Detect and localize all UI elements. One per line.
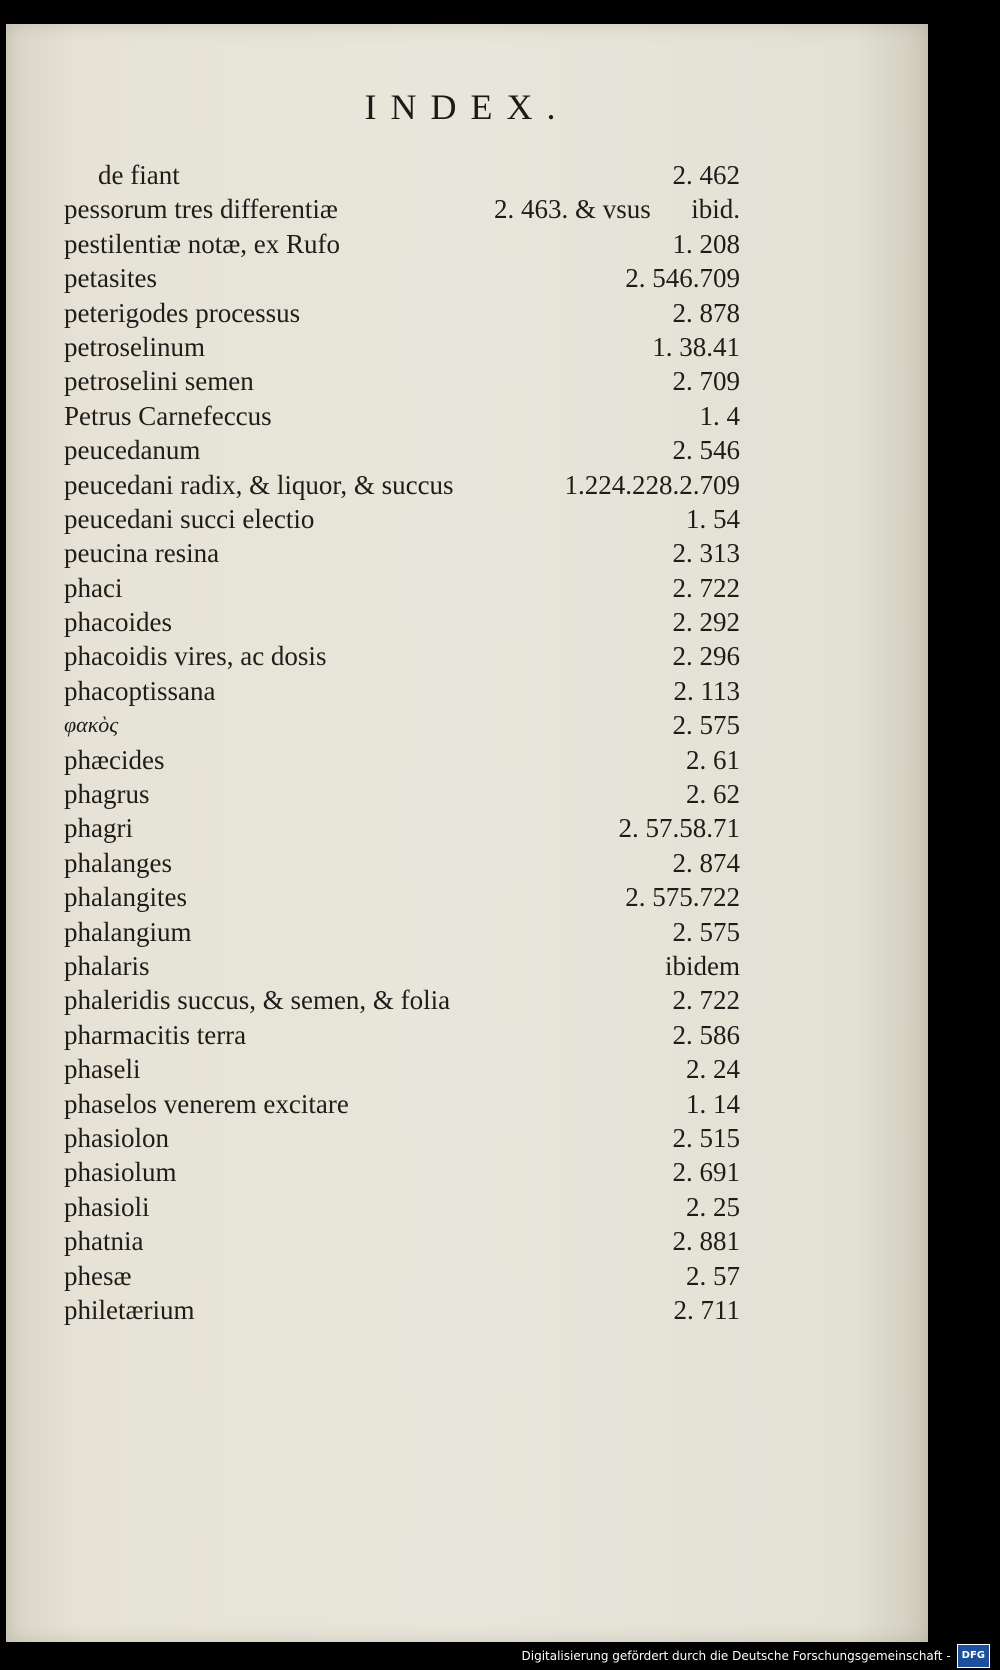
entry-term: phagri: [64, 813, 133, 844]
index-entry: [64, 296, 740, 330]
entry-term: peucedani succi electio: [64, 503, 315, 534]
entry-page-ref: 2. 878: [672, 297, 740, 328]
index-entry: [64, 192, 740, 226]
entry-term: philetærium: [64, 1294, 195, 1325]
entry-term: peterigodes processus: [64, 297, 301, 328]
index-entry: [64, 949, 740, 983]
index-entry: [64, 1259, 740, 1293]
entry-term: de fiant: [98, 160, 180, 190]
dfg-logo: DFG: [957, 1644, 990, 1668]
index-entry: [64, 1121, 740, 1155]
entry-page-ref: 2. 57.58.71: [618, 813, 740, 844]
entry-term: petasites: [64, 263, 157, 294]
entry-page-ref: 2. 881: [672, 1226, 740, 1257]
entry-term: peucedanum: [64, 435, 201, 466]
index-entry: [64, 502, 740, 536]
entry-page-ref: 2. 292: [672, 607, 740, 638]
entry-page-ref: ibidem: [665, 950, 740, 981]
entry-term: phacoptissana: [64, 675, 216, 706]
index-entry: [64, 468, 740, 502]
entry-page-ref: 1. 54: [686, 503, 740, 534]
index-entry: [64, 1018, 740, 1052]
entry-term: phasioli: [64, 1191, 150, 1222]
entry-page-ref: 2. 57: [686, 1260, 740, 1291]
index-entry: [64, 983, 740, 1017]
entry-page-ref: 2. 515: [672, 1122, 740, 1153]
entry-term: phaseli: [64, 1054, 141, 1085]
index-entry: [64, 605, 740, 639]
entry-page-ref: 2. 25: [686, 1191, 740, 1222]
entry-term: Petrus Carnefeccus: [64, 400, 272, 431]
entry-page-ref: 2. 722: [672, 985, 740, 1016]
entry-term: phacoides: [64, 607, 172, 638]
index-entry: [64, 571, 740, 605]
entry-page-ref: 2. 709: [672, 366, 740, 397]
index-entry: [64, 330, 740, 364]
entry-term: phalanges: [64, 847, 172, 878]
entry-page-ref: 2. 62: [686, 779, 740, 810]
entry-page-ref: 2. 24: [686, 1054, 740, 1085]
index-entry: [64, 811, 740, 845]
index-entry: [64, 743, 740, 777]
credit-text: Digitalisierung gefördert durch die Deutsche Forschungsgemeinschaft -: [521, 1649, 951, 1663]
entry-term: φακὸς: [64, 712, 119, 738]
entry-term: phasiolon: [64, 1122, 169, 1153]
entry-term: phacoidis vires, ac dosis: [64, 641, 327, 672]
entry-page-ref: 2. 711: [673, 1294, 740, 1325]
entry-page-ref: 2. 691: [672, 1157, 740, 1188]
entry-page-ref: 2. 546: [672, 435, 740, 466]
entry-page-ref: 1. 208: [672, 228, 740, 259]
entry-page-ref: 1. 14: [686, 1088, 740, 1119]
entry-page-ref: 2. 296: [672, 641, 740, 672]
entry-page-ref: 1. 38.41: [652, 331, 740, 362]
entry-page-ref: 2. 462: [672, 160, 740, 190]
index-entry: [64, 1087, 740, 1121]
entry-page-ref: 2. 722: [672, 572, 740, 603]
entry-term: phalaris: [64, 950, 150, 981]
entry-page-ref: 2. 546.709: [625, 263, 740, 294]
index-entry: [64, 915, 740, 949]
entry-term: phæcides: [64, 744, 165, 775]
index-entry: [64, 1190, 740, 1224]
entry-page-ref: 2. 874: [672, 847, 740, 878]
entry-page-ref: 1.224.228.2.709: [564, 469, 740, 500]
entry-page-ref: 2. 575: [672, 710, 740, 741]
entry-term: peucina resina: [64, 538, 220, 569]
index-entry: [64, 708, 740, 742]
entry-term: phatnia: [64, 1226, 144, 1257]
entry-term: phalangites: [64, 882, 187, 913]
page-title: INDEX.: [364, 87, 570, 127]
index-entry: [64, 399, 740, 433]
entry-page-ref: 1. 4: [699, 400, 740, 431]
entry-term: pessorum tres differentiæ: [64, 194, 338, 225]
entry-term: peucedani radix, & liquor, & succus: [64, 469, 454, 500]
entry-term: phalangium: [64, 916, 192, 947]
entry-page-ref: 2. 575: [672, 916, 740, 947]
entry-page-ref: 2. 113: [673, 675, 740, 706]
index-entry: [64, 433, 740, 467]
index-entry: [64, 1293, 740, 1327]
index-entry: [64, 261, 740, 295]
index-entry: [64, 536, 740, 570]
index-entry: [64, 158, 740, 192]
entry-page-ref: 2. 586: [672, 1019, 740, 1050]
entry-term: pharmacitis terra: [64, 1019, 247, 1050]
entry-term: phesæ: [64, 1260, 132, 1291]
entry-page-ref: 2. 61: [686, 744, 740, 775]
index-entry: [64, 846, 740, 880]
digitization-credit: [522, 1646, 991, 1666]
index-entry: [64, 674, 740, 708]
entry-term: phaci: [64, 572, 123, 603]
entry-term: phaleridis succus, & semen, & folia: [64, 985, 451, 1016]
entry-term: petroselinum: [64, 331, 205, 362]
entry-term: phaselos venerem excitare: [64, 1088, 349, 1119]
entry-secondary-ref: 2. 463. & vsus: [494, 194, 651, 225]
entry-term: phagrus: [64, 779, 150, 810]
index-entry: [64, 880, 740, 914]
index-entry: [64, 1155, 740, 1189]
index-entry: [64, 639, 740, 673]
entry-term: phasiolum: [64, 1157, 177, 1188]
entry-term: petroselini semen: [64, 366, 254, 397]
entry-page-ref: ibid.: [691, 194, 740, 225]
entry-page-ref: 2. 313: [672, 538, 740, 569]
index-entry: [64, 1224, 740, 1258]
book-page: [6, 24, 928, 1642]
entry-term: pestilentiæ notæ, ex Rufo: [64, 228, 340, 259]
entry-page-ref: 2. 575.722: [625, 882, 740, 913]
index-entry: [64, 227, 740, 261]
index-entry: [64, 1052, 740, 1086]
index-list: [64, 158, 740, 1327]
index-entry: [64, 364, 740, 398]
index-entry: [64, 777, 740, 811]
